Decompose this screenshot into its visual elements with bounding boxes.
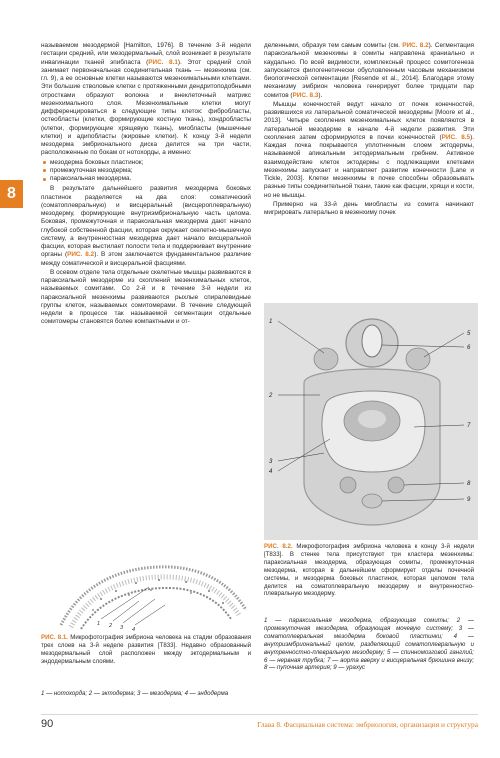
- figure-marker: 5: [467, 331, 471, 337]
- paragraph: В осевом отделе тела отдельные скелетные мышцы развиваются в параксиальной мезодерме из скоплений мезенхимальных клеток, называемых сомитами. Со 2-й и в течение 3-й недели из параксиальной мезенхимы развиваются рыхлые спиралевидные группы клеток, называемых сомитомерами. В течение следующей недели в процессе так называемой сегментации отдельные сомитомеры становятся более компактными и от-: [41, 268, 251, 326]
- figure-label: РИС. 8.2.: [264, 543, 293, 550]
- right-text-column: [264, 42, 474, 217]
- footer-divider: [41, 714, 478, 715]
- figure-8-1-legend: 1 — нотохорда; 2 — эктодерма; 3 — мезодерма; 4 — эндодерма: [41, 690, 229, 697]
- figure-marker: 9: [467, 497, 471, 503]
- figure-marker: 1: [97, 621, 101, 627]
- figure-marker: 4: [269, 469, 273, 475]
- figure-reference[interactable]: РИС. 8.3: [292, 91, 319, 99]
- list-item: параксиальная мезодерма.: [41, 175, 251, 183]
- figure-8-1-caption: РИС. 8.1. Микрофотография эмбриона человека на стадии образования трех слоев на 3-й неделе развития [T833]. Недавно образованный мезодермальный слой расположен между эктодермальным и эндодермальным слоями.: [41, 634, 252, 665]
- paragraph: деленными, образуя тем самым сомиты (см. РИС. 8.2). Сегментация параксиальной мезенхимы в сомиты направлена краниально и каудально. По всей видимости, комплексный процесс сомитогенеза запускается филогенетически обусловленным часовым механизмом биологической сегментации [Resende et al., 2014]. Благодаря этому механизму эмбрион человека генерирует более тридцати пар сомитов (РИС. 8.3).: [264, 42, 474, 99]
- mesoderm-list: [41, 159, 251, 184]
- figure-8-2-caption: РИС. 8.2. Микрофотография эмбриона человека к концу 3-й недели [T833]. В стенке тела присутствуют три кластера мезенхимы: параксиальная мезодерма, образующая сомиты, промежуточная мезодерма, которая в дальнейшем сформирует отделы почечной системы, и мезодерма боковых пластинок, которая целомом тела делится на соматоплевральную мезодерму и внутренностно-плевральную мезодерму.: [264, 543, 475, 598]
- figure-marker: 4: [132, 627, 136, 633]
- figure-marker: 3: [269, 459, 273, 465]
- figure-8-1-micrograph: [41, 555, 251, 633]
- paragraph: В результате дальнейшего развития мезодерма боковых пластинок разделяется на два слоя: соматический (соматоплевральную) и висцеральный (висцероплевральную) мезодерму, формирующие внутриэмбриональную часть целома. Боковая, промежуточная и параксиальная мезодерма дают начало глубокой собственной фасции, которая окружает скелетно-мышечную систему, а внутренностная мезодерма дает начало висцеральной фасции, которая выстилает полости тела и поддерживает внутренние органы (РИС. 8.2). В этом заключается фундаментальное различие между соматической и висцеральной фасциями.: [41, 185, 252, 267]
- figure-marker: 2: [269, 393, 273, 399]
- figure-marker: 8: [467, 481, 471, 487]
- figure-marker: 6: [467, 345, 471, 351]
- paragraph: Примерно на 33-й день миобласты из сомита начинают мигрировать латерально в мезенхиму почек: [264, 200, 474, 216]
- list-item: промежуточная мезодерма;: [41, 167, 251, 175]
- figure-8-2-micrograph: [264, 303, 478, 540]
- figure-reference[interactable]: РИС. 8.2: [67, 251, 95, 259]
- left-text-column: [41, 42, 251, 327]
- page-number: 90: [41, 718, 54, 730]
- figure-marker: 3: [120, 625, 124, 631]
- paragraph: Мышцы конечностей ведут начало от почек конечностей, развившихся из латеральной соматической мезодермы [Moore et al., 2013]. Четыре скопления мезенхимальных клеток появляются в латеральной мезодерме в начале 4-й недели развития. Эти скопления затем сформируются в почки конечностей (РИС. 8.5). Каждая почка покрывается уплотненным слоем эктодермы, называемой апикальным эктодермальным гребнем. Активное взаимодействие клеток эктодермы с подлежащими клетками мезенхимы запускает и направляет развитие конечности [Lane и Tickle, 2003]. Клетки мезенхимы в почке способны образовывать разные типы соединительной ткани, такие как фасции, хрящи и кости, но не мышцы.: [264, 100, 475, 199]
- figure-reference[interactable]: РИС. 8.1: [148, 58, 178, 66]
- paragraph: называемом мезодермой [Hamilton, 1976]. В течение 3-й недели гестации средний, или мезодермальный, слой возникает в результате инвагинации тканей эпибласта (РИС. 8.1). Этот средний слой занимает первоначальная соединительная ткань — мезенхима (см. гл. 9), а ее основные клетки называются мезенхимальными клетками. Эти большие стволовые клетки с протяженными дендритоподобными отростками образуют волокна и внеклеточный матрикс мезенхимального слоя. Мезенхимальные клетки могут дифференцироваться в следующие типы клеток: фибробласты, остеобласты (клетки, формирующие костную ткань), хондробласты (клетки, формирующие хрящевую ткань), миобласты (мышечные клетки) и адипобласты (жировые клетки). К концу 3-й недели мезодерма эмбрионального диска делится на три части, расположенные по бокам от нотохорды, а именно:: [41, 42, 251, 157]
- figure-reference[interactable]: РИС. 8.2: [402, 42, 429, 49]
- chapter-tab: 8: [0, 180, 23, 208]
- running-head: Глава 8. Фасциальная система: эмбриология, организация и структура: [257, 720, 478, 729]
- figure-marker: 2: [109, 623, 113, 629]
- figure-marker: 1: [269, 319, 273, 325]
- figure-label: РИС. 8.1.: [41, 634, 68, 641]
- figure-8-2-legend: 1 — параксиальная мезодерма, образующая сомиты; 2 — промежуточная мезодерма, образующая мочевую систему; 3 — соматоплевральная мезодерма боковой пластинки; 4 — внутриэмбриональный целом, разделяющий соматоплевральную и внутренностно-плевральную мезодерму; 5 — спинномозговой ганглий; 6 — нервная трубка; 7 — аорта вверху и висцеральная брюшина внизу; 8 — пупочная артерия; 9 — урахус: [264, 617, 474, 672]
- figure-marker: 7: [467, 423, 471, 429]
- list-item: мезодерма боковых пластинок;: [41, 159, 251, 167]
- figure-reference[interactable]: РИС. 8.5: [441, 133, 471, 141]
